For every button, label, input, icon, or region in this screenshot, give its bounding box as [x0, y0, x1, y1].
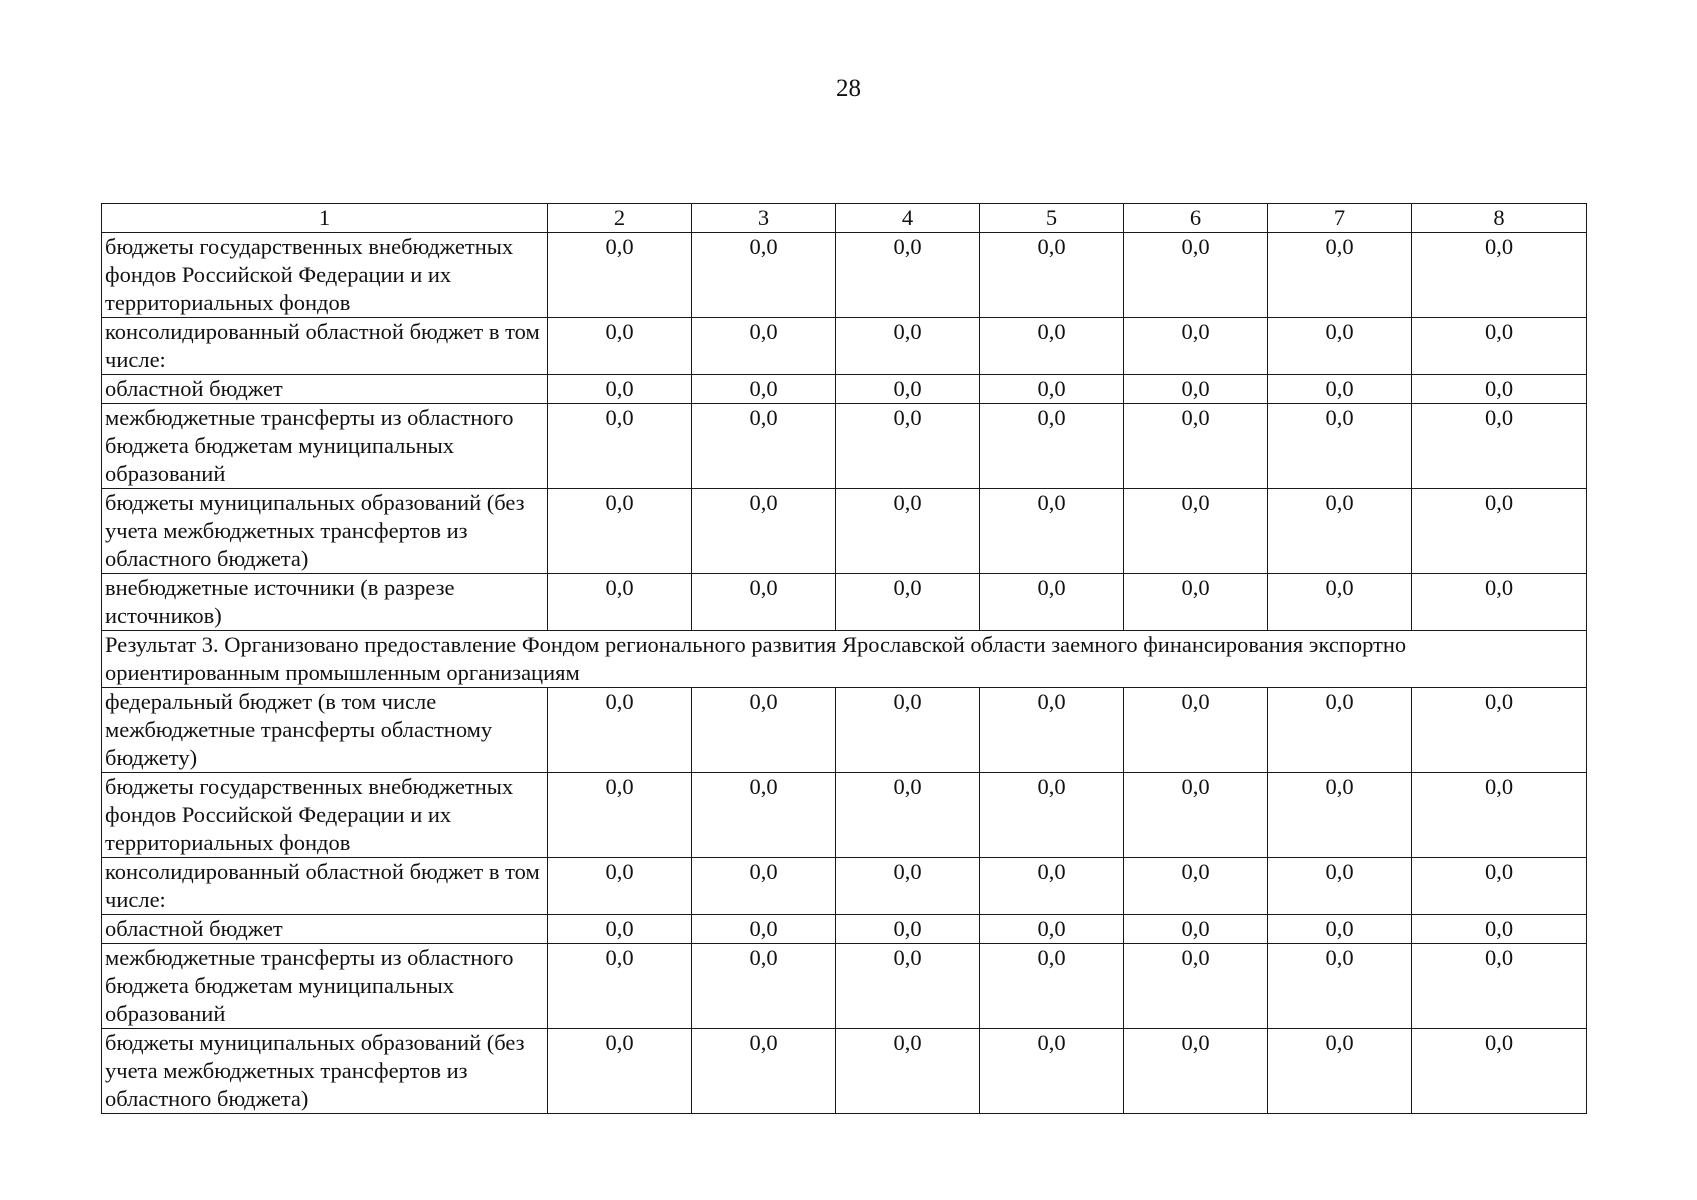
row-value: 0,0 — [548, 773, 692, 858]
row-value: 0,0 — [836, 773, 980, 858]
row-value: 0,0 — [980, 915, 1124, 944]
table-row — [102, 773, 1587, 858]
row-value: 0,0 — [1268, 773, 1412, 858]
row-value: 0,0 — [692, 375, 836, 404]
row-value: 0,0 — [548, 688, 692, 773]
row-value: 0,0 — [1412, 233, 1587, 318]
row-value: 0,0 — [980, 489, 1124, 574]
row-value: 0,0 — [1124, 489, 1268, 574]
row-value: 0,0 — [1124, 773, 1268, 858]
table-row — [102, 574, 1587, 631]
row-value: 0,0 — [692, 944, 836, 1029]
column-header: 4 — [836, 204, 980, 233]
row-value: 0,0 — [548, 233, 692, 318]
row-value: 0,0 — [836, 915, 980, 944]
table-row — [102, 375, 1587, 404]
row-value: 0,0 — [1268, 688, 1412, 773]
row-value: 0,0 — [548, 915, 692, 944]
row-value: 0,0 — [980, 233, 1124, 318]
row-label: бюджеты муниципальных образований (без учета межбюджетных трансфертов из областного бюджета) — [102, 1029, 548, 1114]
row-value: 0,0 — [1412, 773, 1587, 858]
row-value: 0,0 — [980, 574, 1124, 631]
row-value: 0,0 — [836, 375, 980, 404]
column-header: 2 — [548, 204, 692, 233]
row-value: 0,0 — [1268, 944, 1412, 1029]
row-value: 0,0 — [980, 944, 1124, 1029]
row-value: 0,0 — [692, 574, 836, 631]
row-value: 0,0 — [1412, 1029, 1587, 1114]
row-value: 0,0 — [1124, 858, 1268, 915]
row-value: 0,0 — [1268, 233, 1412, 318]
row-value: 0,0 — [1412, 574, 1587, 631]
column-header: 1 — [102, 204, 548, 233]
row-label: консолидированный областной бюджет в том числе: — [102, 318, 548, 375]
row-value: 0,0 — [1268, 1029, 1412, 1114]
result-row — [102, 631, 1587, 688]
column-header: 6 — [1124, 204, 1268, 233]
row-value: 0,0 — [836, 858, 980, 915]
row-value: 0,0 — [1412, 489, 1587, 574]
result-3-title: Результат 3. Организовано предоставление Фондом регионального развития Ярославской области заемного финансирования экспортно ориентированным промышленным организациям — [102, 631, 1587, 688]
row-value: 0,0 — [1412, 375, 1587, 404]
row-value: 0,0 — [548, 318, 692, 375]
row-value: 0,0 — [836, 233, 980, 318]
row-value: 0,0 — [836, 1029, 980, 1114]
row-value: 0,0 — [692, 858, 836, 915]
row-value: 0,0 — [836, 944, 980, 1029]
row-label: бюджеты муниципальных образований (без учета межбюджетных трансфертов из областного бюджета) — [102, 489, 548, 574]
row-value: 0,0 — [1124, 574, 1268, 631]
row-value: 0,0 — [1412, 404, 1587, 489]
row-value: 0,0 — [1124, 944, 1268, 1029]
page-number: 28 — [836, 75, 861, 102]
row-label: бюджеты государственных внебюджетных фондов Российской Федерации и их территориальных фондов — [102, 233, 548, 318]
row-value: 0,0 — [1268, 318, 1412, 375]
row-value: 0,0 — [548, 404, 692, 489]
row-value: 0,0 — [836, 318, 980, 375]
row-label: межбюджетные трансферты из областного бюджета бюджетам муниципальных образований — [102, 404, 548, 489]
row-value: 0,0 — [1412, 688, 1587, 773]
table-row — [102, 233, 1587, 318]
table-row — [102, 915, 1587, 944]
row-value: 0,0 — [692, 318, 836, 375]
row-value: 0,0 — [1124, 404, 1268, 489]
row-value: 0,0 — [980, 318, 1124, 375]
table-row — [102, 858, 1587, 915]
row-value: 0,0 — [836, 574, 980, 631]
row-label: областной бюджет — [102, 375, 548, 404]
row-value: 0,0 — [1268, 858, 1412, 915]
row-value: 0,0 — [836, 489, 980, 574]
row-value: 0,0 — [836, 404, 980, 489]
row-value: 0,0 — [1124, 233, 1268, 318]
row-value: 0,0 — [1268, 489, 1412, 574]
row-value: 0,0 — [1124, 375, 1268, 404]
table-row — [102, 489, 1587, 574]
row-value: 0,0 — [836, 688, 980, 773]
row-value: 0,0 — [692, 489, 836, 574]
row-value: 0,0 — [692, 915, 836, 944]
row-value: 0,0 — [1124, 1029, 1268, 1114]
row-label: бюджеты государственных внебюджетных фондов Российской Федерации и их территориальных фондов — [102, 773, 548, 858]
column-header: 8 — [1412, 204, 1587, 233]
row-value: 0,0 — [1124, 915, 1268, 944]
row-value: 0,0 — [980, 375, 1124, 404]
row-value: 0,0 — [1412, 915, 1587, 944]
row-value: 0,0 — [548, 489, 692, 574]
row-value: 0,0 — [1268, 404, 1412, 489]
row-label: областной бюджет — [102, 915, 548, 944]
table-row — [102, 404, 1587, 489]
row-value: 0,0 — [548, 574, 692, 631]
row-value: 0,0 — [980, 858, 1124, 915]
row-value: 0,0 — [1124, 318, 1268, 375]
column-header: 3 — [692, 204, 836, 233]
row-value: 0,0 — [980, 688, 1124, 773]
row-label: консолидированный областной бюджет в том числе: — [102, 858, 548, 915]
table-header-row — [102, 204, 1587, 233]
table-row — [102, 688, 1587, 773]
row-value: 0,0 — [1268, 915, 1412, 944]
row-label: межбюджетные трансферты из областного бюджета бюджетам муниципальных образований — [102, 944, 548, 1029]
row-value: 0,0 — [1124, 688, 1268, 773]
row-value: 0,0 — [980, 773, 1124, 858]
row-value: 0,0 — [692, 773, 836, 858]
table-row — [102, 944, 1587, 1029]
row-value: 0,0 — [1412, 858, 1587, 915]
row-value: 0,0 — [1412, 944, 1587, 1029]
row-value: 0,0 — [692, 688, 836, 773]
budget-table — [101, 203, 1587, 1114]
row-value: 0,0 — [548, 944, 692, 1029]
row-value: 0,0 — [692, 404, 836, 489]
row-value: 0,0 — [692, 233, 836, 318]
row-value: 0,0 — [692, 1029, 836, 1114]
table-row — [102, 318, 1587, 375]
row-value: 0,0 — [980, 1029, 1124, 1114]
row-value: 0,0 — [980, 404, 1124, 489]
row-value: 0,0 — [548, 375, 692, 404]
row-value: 0,0 — [548, 858, 692, 915]
row-value: 0,0 — [1268, 375, 1412, 404]
column-header: 5 — [980, 204, 1124, 233]
column-header: 7 — [1268, 204, 1412, 233]
table-row — [102, 1029, 1587, 1114]
row-value: 0,0 — [1268, 574, 1412, 631]
row-label: внебюджетные источники (в разрезе источников) — [102, 574, 548, 631]
row-value: 0,0 — [548, 1029, 692, 1114]
row-value: 0,0 — [1412, 318, 1587, 375]
row-label: федеральный бюджет (в том числе межбюджетные трансферты областному бюджету) — [102, 688, 548, 773]
